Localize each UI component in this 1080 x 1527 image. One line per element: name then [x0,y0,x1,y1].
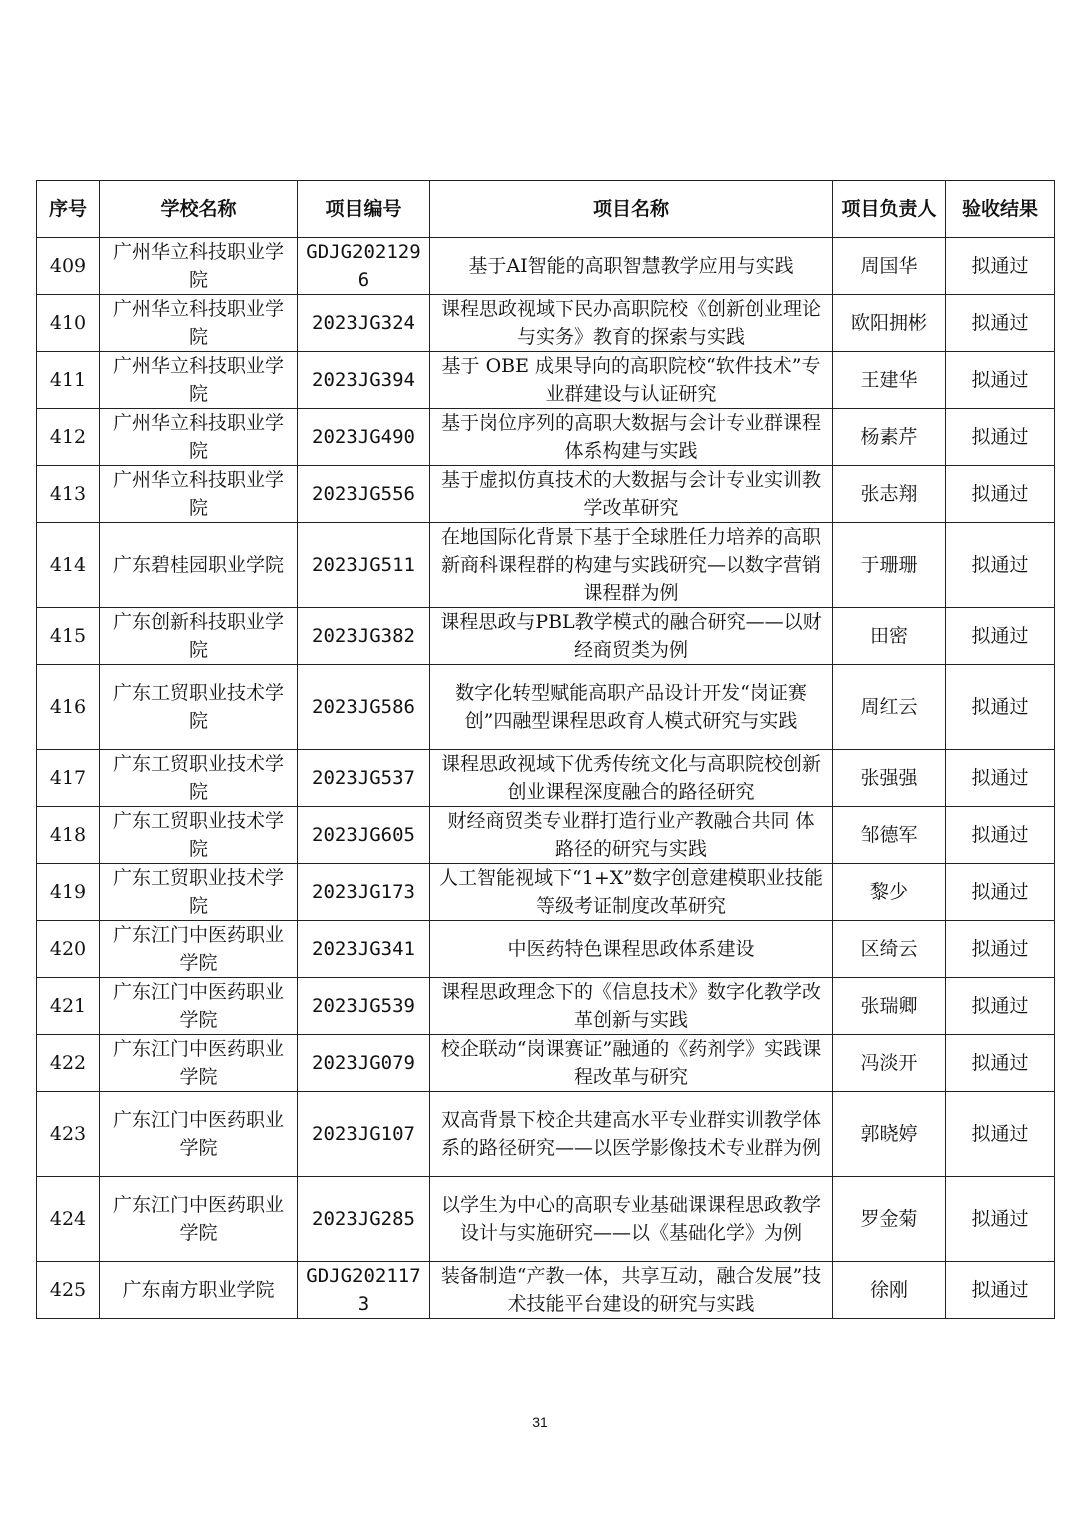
cell-no: 420 [37,921,100,978]
header-code: 项目编号 [298,181,430,238]
cell-school: 广东南方职业学院 [100,1262,298,1319]
cell-school: 广东创新科技职业学院 [100,608,298,665]
cell-school: 广东碧桂园职业学院 [100,523,298,608]
table-row [37,665,1055,750]
cell-project: 中医药特色课程思政体系建设 [430,921,833,978]
cell-code: 2023JG394 [298,352,430,409]
table-row [37,238,1055,295]
cell-project: 装备制造“产教一体，共享互动，融合发展”技术技能平台建设的研究与实践 [430,1262,833,1319]
cell-result: 拟通过 [946,352,1055,409]
cell-leader: 田密 [833,608,946,665]
cell-leader: 郭晓婷 [833,1092,946,1177]
cell-project: 财经商贸类专业群打造行业产教融合共同 体路径的研究与实践 [430,807,833,864]
cell-result: 拟通过 [946,807,1055,864]
cell-code: 2023JG382 [298,608,430,665]
table-row [37,978,1055,1035]
cell-school: 广东江门中医药职业学院 [100,978,298,1035]
cell-leader: 欧阳拥彬 [833,295,946,352]
cell-result: 拟通过 [946,665,1055,750]
table-row [37,750,1055,807]
cell-leader: 罗金菊 [833,1177,946,1262]
cell-result: 拟通过 [946,921,1055,978]
cell-project: 课程思政视域下优秀传统文化与高职院校创新创业课程深度融合的路径研究 [430,750,833,807]
cell-code: 2023JG324 [298,295,430,352]
cell-leader: 杨素芹 [833,409,946,466]
table-row [37,864,1055,921]
cell-code: 2023JG341 [298,921,430,978]
cell-project: 基于 OBE 成果导向的高职院校“软件技术”专业群建设与认证研究 [430,352,833,409]
cell-result: 拟通过 [946,1177,1055,1262]
cell-leader: 冯淡开 [833,1035,946,1092]
cell-school: 广东江门中医药职业学院 [100,1092,298,1177]
cell-school: 广州华立科技职业学院 [100,238,298,295]
cell-no: 417 [37,750,100,807]
cell-school: 广州华立科技职业学院 [100,352,298,409]
cell-leader: 王建华 [833,352,946,409]
table-row [37,1092,1055,1177]
table-header-row [37,181,1055,238]
cell-project: 校企联动“岗课赛证”融通的《药剂学》实践课程改革与研究 [430,1035,833,1092]
cell-no: 421 [37,978,100,1035]
header-no: 序号 [37,181,100,238]
cell-leader: 邹德军 [833,807,946,864]
cell-result: 拟通过 [946,1035,1055,1092]
cell-school: 广东江门中医药职业学院 [100,1177,298,1262]
cell-project: 基于AI智能的高职智慧教学应用与实践 [430,238,833,295]
header-school: 学校名称 [100,181,298,238]
cell-leader: 于珊珊 [833,523,946,608]
cell-result: 拟通过 [946,409,1055,466]
cell-no: 425 [37,1262,100,1319]
cell-result: 拟通过 [946,523,1055,608]
cell-result: 拟通过 [946,238,1055,295]
cell-project: 基于虚拟仿真技术的大数据与会计专业实训教学改革研究 [430,466,833,523]
cell-project: 以学生为中心的高职专业基础课课程思政教学设计与实施研究——以《基础化学》为例 [430,1177,833,1262]
header-project: 项目名称 [430,181,833,238]
cell-leader: 张志翔 [833,466,946,523]
table-row [37,1262,1055,1319]
table-row [37,466,1055,523]
table-row [37,1177,1055,1262]
table-row [37,608,1055,665]
cell-code: 2023JG107 [298,1092,430,1177]
table-row [37,409,1055,466]
cell-result: 拟通过 [946,608,1055,665]
header-leader: 项目负责人 [833,181,946,238]
cell-no: 412 [37,409,100,466]
cell-project: 课程思政视域下民办高职院校《创新创业理论与实务》教育的探索与实践 [430,295,833,352]
cell-project: 课程思政与PBL教学模式的融合研究——以财经商贸类为例 [430,608,833,665]
cell-project: 人工智能视域下“1+X”数字创意建模职业技能等级考证制度改革研究 [430,864,833,921]
cell-no: 424 [37,1177,100,1262]
cell-result: 拟通过 [946,864,1055,921]
cell-result: 拟通过 [946,466,1055,523]
cell-school: 广东工贸职业技术学院 [100,665,298,750]
table-row [37,807,1055,864]
cell-code: 2023JG605 [298,807,430,864]
cell-leader: 张强强 [833,750,946,807]
cell-leader: 周红云 [833,665,946,750]
cell-no: 415 [37,608,100,665]
cell-no: 418 [37,807,100,864]
cell-school: 广州华立科技职业学院 [100,466,298,523]
header-result: 验收结果 [946,181,1055,238]
cell-code: GDJG2021296 [298,238,430,295]
cell-leader: 徐刚 [833,1262,946,1319]
cell-school: 广东江门中医药职业学院 [100,921,298,978]
cell-code: 2023JG556 [298,466,430,523]
cell-leader: 张瑞卿 [833,978,946,1035]
cell-no: 419 [37,864,100,921]
cell-code: GDJG2021173 [298,1262,430,1319]
cell-project: 基于岗位序列的高职大数据与会计专业群课程体系构建与实践 [430,409,833,466]
cell-result: 拟通过 [946,978,1055,1035]
cell-result: 拟通过 [946,1092,1055,1177]
cell-code: 2023JG079 [298,1035,430,1092]
cell-project: 双高背景下校企共建高水平专业群实训教学体系的路径研究——以医学影像技术专业群为例 [430,1092,833,1177]
page-number: 31 [532,1414,548,1430]
cell-leader: 黎少 [833,864,946,921]
cell-no: 416 [37,665,100,750]
cell-code: 2023JG173 [298,864,430,921]
cell-code: 2023JG586 [298,665,430,750]
table-row [37,352,1055,409]
cell-project: 在地国际化背景下基于全球胜任力培养的高职新商科课程群的构建与实践研究—以数字营销课程群为例 [430,523,833,608]
acceptance-results-table [36,180,1055,1319]
cell-project: 数字化转型赋能高职产品设计开发“岗证赛创”四融型课程思政育人模式研究与实践 [430,665,833,750]
cell-no: 422 [37,1035,100,1092]
table-row [37,921,1055,978]
cell-project: 课程思政理念下的《信息技术》数字化教学改革创新与实践 [430,978,833,1035]
cell-no: 410 [37,295,100,352]
cell-school: 广东江门中医药职业学院 [100,1035,298,1092]
cell-no: 409 [37,238,100,295]
cell-no: 423 [37,1092,100,1177]
cell-result: 拟通过 [946,750,1055,807]
cell-no: 411 [37,352,100,409]
cell-school: 广东工贸职业技术学院 [100,807,298,864]
cell-leader: 周国华 [833,238,946,295]
cell-code: 2023JG537 [298,750,430,807]
table-row [37,1035,1055,1092]
table-row [37,523,1055,608]
cell-code: 2023JG285 [298,1177,430,1262]
cell-leader: 区绮云 [833,921,946,978]
cell-code: 2023JG490 [298,409,430,466]
cell-school: 广东工贸职业技术学院 [100,864,298,921]
cell-code: 2023JG511 [298,523,430,608]
table-row [37,295,1055,352]
cell-result: 拟通过 [946,295,1055,352]
cell-no: 413 [37,466,100,523]
cell-code: 2023JG539 [298,978,430,1035]
cell-no: 414 [37,523,100,608]
cell-school: 广州华立科技职业学院 [100,409,298,466]
cell-result: 拟通过 [946,1262,1055,1319]
cell-school: 广东工贸职业技术学院 [100,750,298,807]
cell-school: 广州华立科技职业学院 [100,295,298,352]
